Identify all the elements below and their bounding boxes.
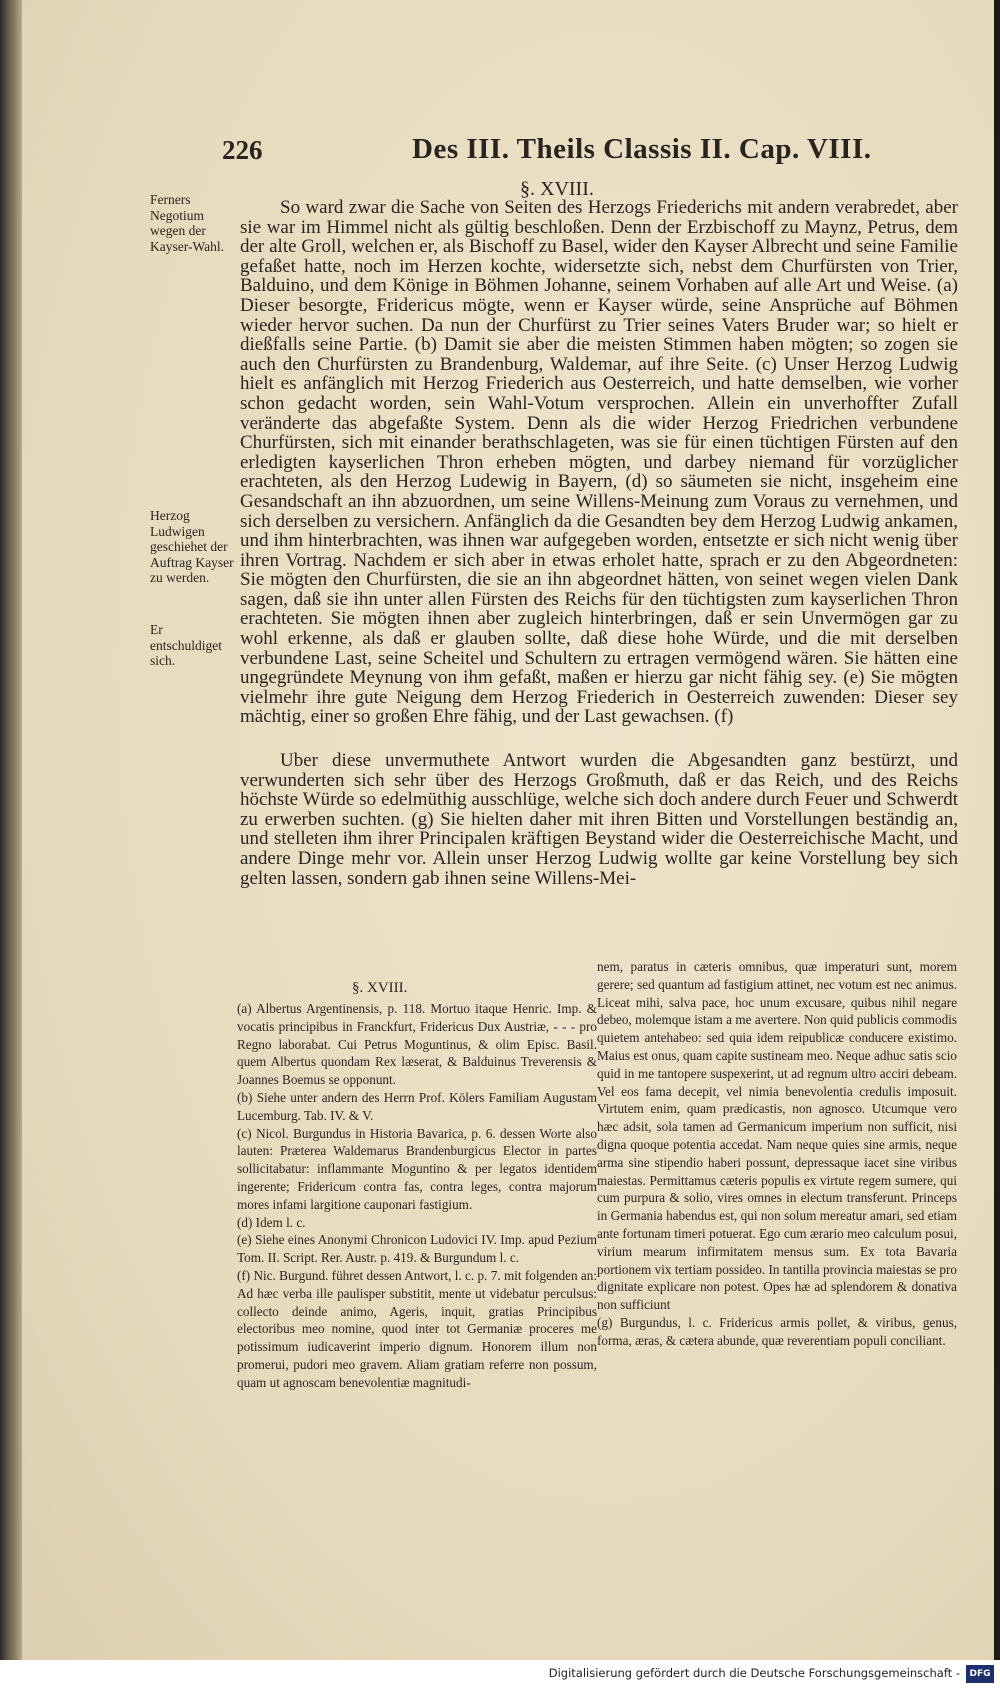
footnotes-heading: §. XVIII. (352, 980, 408, 996)
footnote: (c) Nicol. Burgundus in Historia Bavarica, p. 6. dessen Worte also lauten: Præterea Waldemarus Brandenburgicus Elector in partes sollicitabatur: inflammante Moguntino & per legatos identidem ingerente; Fridericum contra fas, contra leges, contra majorum mores infami largitione cauponari fastigium. (237, 1125, 597, 1212)
page-header (22, 135, 1000, 175)
page-number: 226 (222, 135, 263, 165)
main-paragraph: Uber diese unvermuthete Antwort wurden die Abgesandten ganz bestürzt, und verwunderten sich sehr über des Herzogs Großmuth, daß er das Reich, und des Reichs höchste Würde so edelmüthig ausschlüge, welche sich doch andere durch Feuer und Schwerdt zu erwerben suchten. (g) Sie hielten daher mit ihren Bitten und Vorstellungen beständig an, und stelleten ihm ihrer Principalen kräftigen Beystand wider die Oesterreichische Macht, und andere Dinge mehr vor. Allein unser Herzog Ludwig wollte gar keine Vorstellung bey sich gelten lassen, sondern gab ihnen seine Willens-Mei- (240, 750, 958, 889)
footnote: (d) Idem l. c. (237, 1214, 306, 1230)
footnote: (f) Nic. Burgund. führet dessen Antwort, l. c. p. 7. mit folgenden an: Ad hæc verba ille paulisper substitit, mente ut videbatur perculsus: collecto deinde animo, Ageris, inquit, gratias Principibus electoribus meo nomine, quod inter tot Germaniæ proceres me potissimum iudicaverint imperio dignum. Honorem illum non promerui, pudori meo gravem. Aliam gratiam referre non possum, quam ut agnoscam benevolentiæ magnitudi- (237, 1267, 597, 1390)
funding-credit: Digitalisierung gefördert durch die Deutsche Forschungsgemeinschaft - (548, 1666, 960, 1680)
footnote: (g) Burgundus, l. c. Fridericus armis pollet, & viribus, genus, forma, æras, & cætera abunde, quæ reverentiam populi conciliant. (597, 1314, 957, 1348)
footnote: (e) Siehe eines Anonymi Chronicon Ludovici IV. Imp. apud Pezium Tom. II. Script. Rer. Austr. p. 419. & Burgundum l. c. (237, 1232, 597, 1266)
footnote: (b) Siehe unter andern des Herrn Prof. Kölers Familiam Augustam Lucemburg. Tab. IV. & V. (237, 1089, 597, 1123)
scan-border (994, 0, 1000, 1660)
footnote: (a) Albertus Argentinensis, p. 118. Mortuo itaque Henric. Imp. & vocatis principibus in Franckfurt, Fridericus Dux Austriæ, - - - pro Regno laborabat. Cui Petrus Moguntinus, & olim Episc. Basil. quem Albertus quondam Rex læserat, & Balduinus Treverensis & Joannes Boemus se opponunt. (237, 1001, 597, 1088)
margin-note-negotium: Ferners Negotium wegen der Kayser-Wahl. (150, 192, 224, 254)
main-paragraph: So ward zwar die Sache von Seiten des Herzogs Friederichs mit andern verabredet, aber sie war im Himmel nicht als gültig beschloßen. Denn der Erzbischoff zu Maynz, Petrus, dem der alte Groll, welchen er, als Bischoff zu Basel, wider den Kayser Albrecht und seine Familie gefaßet hatte, noch im Herzen kochte, widersetzte sich, nebst dem Churfürsten von Trier, Balduino, und dem Könige in Böhmen Johanne, seinem Vorhaben auf alle Art und Weise. (a) Dieser besorgte, Fridericus mögte, wenn er Kayser würde, seine Ansprüche auf Böhmen wieder hervor suchen. Da nun der Churfürst zu Trier seines Vaters Bruder war; so hielt er dießfalls seine Partie. (b) Damit sie aber die meisten Stimmen haben mögten; so zogen sie auch den Churfürsten zu Brandenburg, Waldemar, auf ihre Seite. (c) Unser Herzog Ludwig hielt es anfänglich mit Herzog Friederich aus Oesterreich, und hatte demselben, wie vorher schon gedacht worden, sein Wahl-Votum versprochen. Allein ein unverhoffter Zufall veränderte das abgefaßte System. Denn als die wider Herzog Friedrichen verbundene Churfürsten, sich mit einander berathschlageten, was sie für einen tüchtigen Fürsten auf den erledigten kayserlichen Thron erheben mögten, und darbey niemand für vorzüglicher erachteten, als den Herzog Ludewig in Bayern, (d) so säumeten sie nicht, insgeheim eine Gesandschaft an ihn abzuordnen, um seine Willens-Meinung zum Voraus zu vernehmen, und sich derselben zu versichern. Anfänglich da die Gesandten bey dem Herzog Ludwig ankamen, und ihm hinterbrachten, was ihnen war aufgegeben worden, entsetzte er sich nicht wenig über ihren Vortrag. Nachdem er sich aber in etwas erholet hatte, sprach er zu den Abgeordneten: Sie mögten den Churfürsten, die sie an ihn abgeordnet hätten, von seinet wegen vielen Dank sagen, daß sie ihn unter allen Fürsten des Reichs für den tüchtigsten zum kayserlichen Thron erachteten. Sie mögten ihnen aber zugleich hinterbringen, daß er sein Unvermögen gar zu wohl erkenne, als daß er glauben sollte, daß diese hohe Würde, und die mit derselben verbundene Last, seine Scheitel und Schultern zu ertragen vermögend wären. Sie hätten eine ungegründete Meynung von ihm gefaßt, maßen er hierzu gar nicht fähig sey. (e) Sie mögten vielmehr ihre gute Neigung dem Herzog Friederich in Oesterreich zuwenden: Dieser sey mächtig, einer so großen Ehre fähig, und der Last gewachsen. (f) (240, 197, 958, 728)
footer-bar (0, 1660, 1000, 1689)
main-text (240, 198, 958, 888)
book-page-edge (0, 0, 22, 1689)
footnote: nem, paratus in cæteris omnibus, quæ imperaturi sunt, morem gerere; sed quantum ad fastigium attinet, nec votum est nec animus. Liceat mihi, salva pace, hoc unum excusare, quibus nihil negare debeo, molemque istam a me avertere. Non quid publicis commodis quietem antehabeo: sed quia idem reipublicæ conducere existimo. Maius est onus, quam capite sustineam meo. Neque adhuc satis scio quid in me tantopere suspexerint, ut ad regnum ultro acciri debeam. Vel eos fama decepit, vel nimia benevolentia credulis imposuit. Virtutem enim, quam prædicastis, non agnosco. Utcumque vero hæc adsit, sola tamen ad Germanicum imperium non sufficit, nisi digna quoque potentia accedat. Nam neque quies sine armis, neque arma sine stipendio haberi possunt, depressaque iacet sine viribus maiestas. Permittamus cæteris populis ex virtute regem sumere, qui cum purpura & solio, vires omnes in electum transferunt. Princeps in Germania habendus est, qui non solum mereatur amari, sed etiam ante fortunam timeri potuerat. Ego cum ærario meo calculum posui, virium mearum infirmitatem mensus sum. Ex tota Bavaria portionem vix tertiam possideo. In tantilla provincia maiestas se pro dignitate explicare non potest. Opes hæ ad splendorem & donativa non sufficiunt (597, 959, 957, 1313)
section-heading: §. XVIII. (520, 178, 594, 200)
margin-note-auftrag: Herzog Ludwigen geschiehet der Auftrag Kayser zu werden. (150, 508, 234, 585)
footnotes-right-column (597, 958, 957, 1350)
footnotes-left-column (237, 1000, 597, 1392)
running-head: Des III. Theils Classis II. Cap. VIII. (412, 133, 872, 165)
margin-note-entschuldigung: Er entschuldiget sich. (150, 622, 222, 668)
scanned-page (22, 0, 1000, 1660)
dfg-logo-icon[interactable]: DFG (966, 1665, 994, 1683)
